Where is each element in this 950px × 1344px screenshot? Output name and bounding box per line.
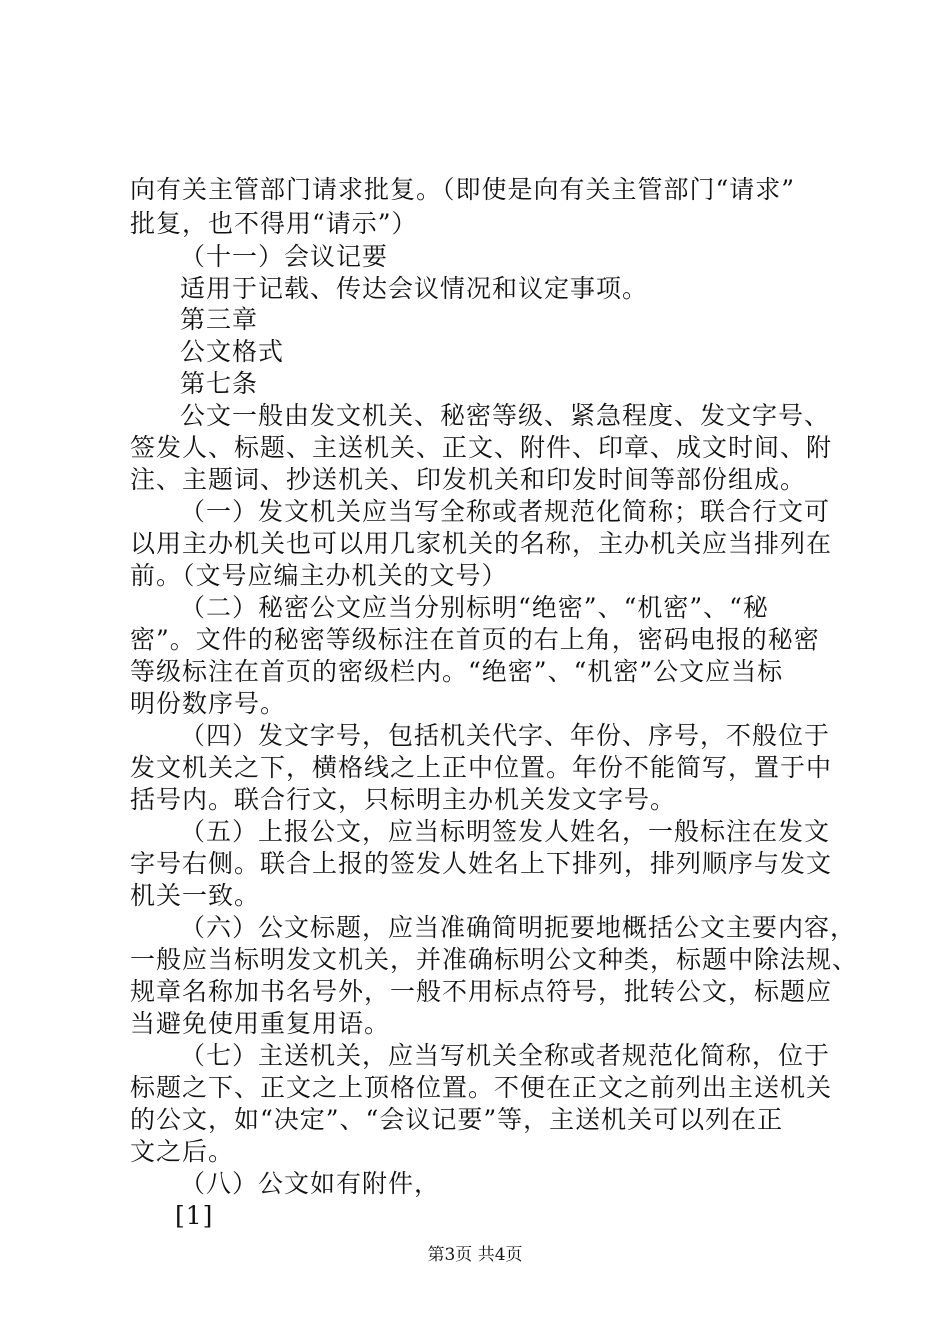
- text-line: 发文机关之下，横格线之上正中位置。年份不能简写，置于中: [130, 753, 833, 782]
- text-line: （一）发文机关应当写全称或者规范化简称；联合行文可: [180, 497, 831, 526]
- section-heading: 公文格式: [180, 337, 285, 366]
- text-line: 向有关主管部门请求批复。（即使是向有关主管部门“请求”: [130, 175, 796, 204]
- text-line: 前。（文号应编主办机关的文号）: [130, 561, 508, 590]
- text-line: 标题之下、正文之上顶格位置。不便在正文之前列出主送机关: [130, 1073, 833, 1102]
- text-line: （六）公文标题，应当准确简明扼要地概括公文主要内容，: [180, 913, 857, 942]
- text-line: 机关一致。: [130, 881, 261, 910]
- text-line: 字号右侧。联合上报的签发人姓名上下排列，排列顺序与发文: [130, 849, 833, 878]
- chapter-heading: 第三章: [180, 305, 259, 334]
- text-line: 公文一般由发文机关、秘密等级、紧急程度、发文字号、: [180, 401, 831, 430]
- text-line: 明份数序号。: [130, 689, 287, 718]
- text-line: 的公文，如“决定”、“会议记要”等，主送机关可以列在正: [130, 1105, 784, 1134]
- text-line: （二）秘密公文应当分别标明“绝密”、“机密”、“秘: [180, 593, 769, 622]
- text-line: （十一）会议记要: [180, 242, 389, 271]
- text-line: 等级标注在首页的密级栏内。“绝密”、“机密”公文应当标: [130, 657, 784, 686]
- text-line: 注、主题词、抄送机关、印发机关和印发时间等部份组成。: [130, 465, 807, 494]
- text-line: （八）公文如有附件，: [180, 1169, 441, 1198]
- text-line: 以用主办机关也可以用几家机关的名称，主办机关应当排列在: [130, 529, 833, 558]
- text-line: 一般应当标明发文机关，并准确标明公文种类，标题中除法规、: [130, 945, 859, 974]
- text-line: 签发人、标题、主送机关、正文、附件、印章、成文时间、附: [130, 433, 833, 462]
- page-footer: 第3页 共4页: [427, 1245, 523, 1265]
- text-line: 文之后。: [130, 1137, 235, 1166]
- text-line: 适用于记载、传达会议情况和议定事项。: [180, 274, 649, 303]
- text-line: 密”。文件的秘密等级标注在首页的右上角，密码电报的秘密: [130, 625, 820, 654]
- text-line: （五）上报公文，应当标明签发人姓名，一般标注在发文: [180, 817, 831, 846]
- article-heading: 第七条: [180, 369, 259, 398]
- text-line: （四）发文字号，包括机关代字、年份、序号，不般位于: [180, 721, 831, 750]
- text-line: 规章名称加书名号外，一般不用标点符号，批转公文，标题应: [130, 977, 833, 1006]
- text-line: 批复，也不得用“请示”）: [130, 209, 418, 238]
- text-line: （七）主送机关，应当写机关全称或者规范化简称，位于: [180, 1041, 831, 1070]
- text-line: 括号内。联合行文，只标明主办机关发文字号。: [130, 785, 677, 814]
- footnote-marker: [1]: [175, 1201, 214, 1230]
- text-line: 当避免使用重复用语。: [130, 1009, 391, 1038]
